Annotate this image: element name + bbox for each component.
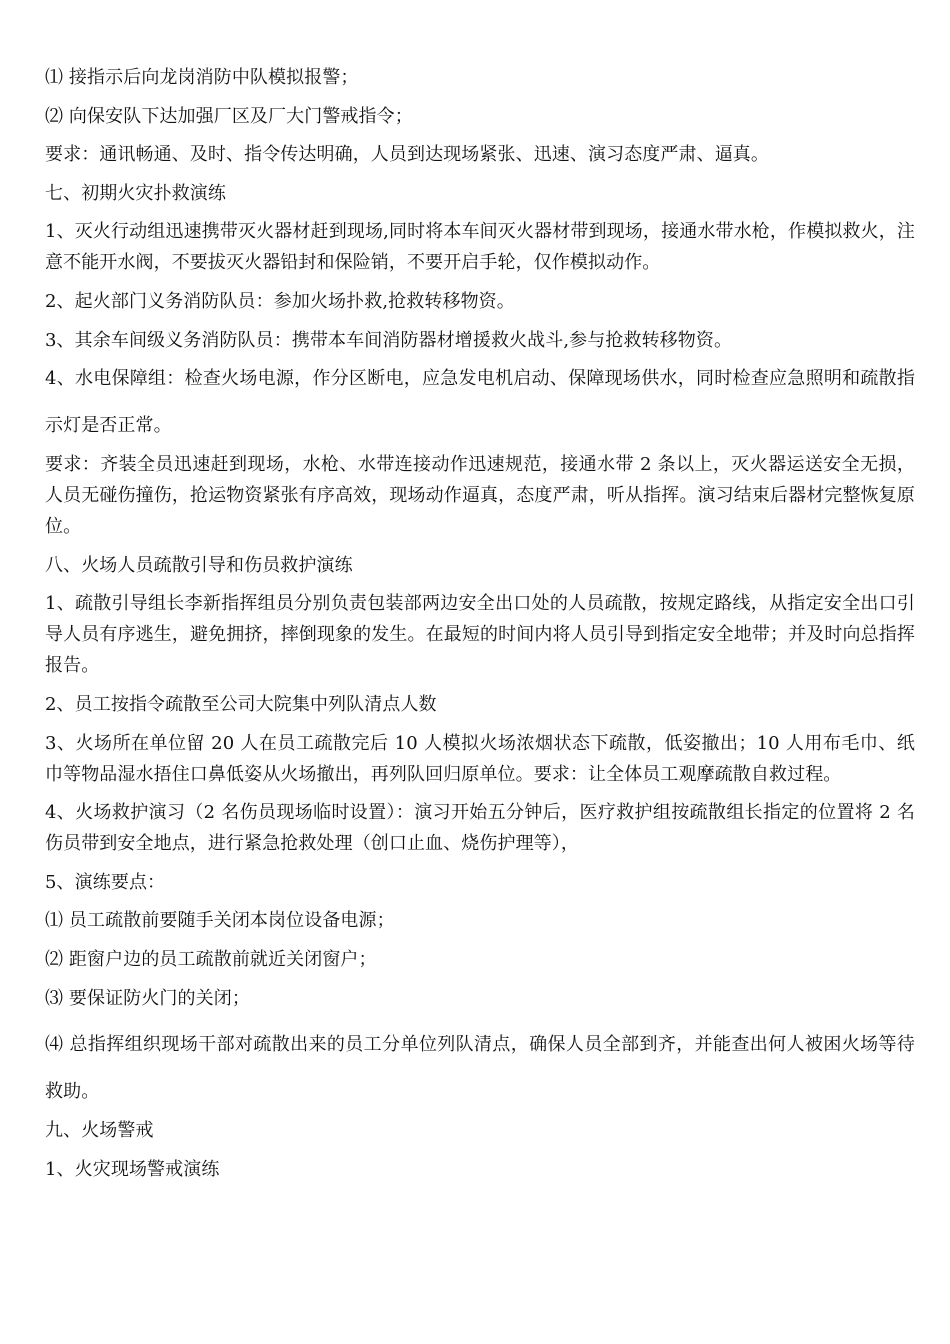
paragraph-fire-scene-cordon: 1、火灾现场警戒演练	[45, 1158, 220, 1180]
paragraph-firefighting-team: 1、灭火行动组迅速携带灭火器材赶到现场,同时将本车间灭火器材带到现场，接通水带水枪，作模拟救火，注意不能开水阀，不要拔灭火器铅封和保险销，不要开启手轮，仅作模拟动作。	[45, 221, 915, 274]
list-item-2-guard: ⑵ 向保安队下达加强厂区及厂大门警戒指令；	[45, 105, 413, 127]
key-point-3: ⑶ 要保证防火门的关闭；	[45, 987, 250, 1009]
list-item-1-report: ⑴ 接指示后向龙岗消防中队模拟报警；	[45, 67, 359, 88]
document-page	[45, 62, 915, 1192]
paragraph-rescue-drill: 4、火场救护演习（2 名伤员现场临时设置）：演习开始五分钟后，医疗救护组按疏散组长指定的位置将 2 名伤员带到安全地点，进行紧急抢救处理（创口止血、烧伤护理等），	[45, 802, 915, 855]
paragraph-other-volunteers: 3、其余车间级义务消防队员：携带本车间消防器材增援救火战斗,参与抢救转移物资。	[45, 329, 733, 351]
paragraph-assembly: 2、员工按指令疏散至公司大院集中列队清点人数	[45, 693, 437, 715]
key-point-1: ⑴ 员工疏散前要随手关闭本岗位设备电源；	[45, 910, 395, 932]
requirement-firefighting: 要求：齐装全员迅速赶到现场，水枪、水带连接动作迅速规范，接通水带 2 条以上，灭火器运送安全无损，人员无碰伤撞伤，抢运物资紧张有序高效，现场动作逼真，态度严肃，听从指挥。演习结束后器材完整恢复原位。	[45, 454, 915, 538]
paragraph-key-points: 5、演练要点：	[45, 871, 166, 893]
section-heading-8: 八、火场人员疏散引导和伤员救护演练	[45, 554, 353, 576]
paragraph-smoke-evacuation: 3、火场所在单位留 20 人在员工疏散完后 10 人模拟火场浓烟状态下疏散，低姿撤出；10 人用布毛巾、纸巾等物品湿水捂住口鼻低姿从火场撤出，再列队回归原单位。要求：让全体员工观摩疏散自救过程。	[45, 732, 915, 785]
key-point-4: ⑷ 总指挥组织现场干部对疏散出来的员工分单位列队清点，确保人员全部到齐，并能查出何人被困火场等待救助。	[45, 1034, 915, 1103]
key-point-2: ⑵ 距窗户边的员工疏散前就近关闭窗户；	[45, 948, 377, 970]
paragraph-department-volunteers: 2、起火部门义务消防队员：参加火场扑救,抢救转移物资。	[45, 290, 515, 312]
paragraph-utilities-team: 4、水电保障组：检查火场电源，作分区断电，应急发电机启动、保障现场供水，同时检查应急照明和疏散指示灯是否正常。	[45, 368, 915, 437]
requirement-communication: 要求：通讯畅通、及时、指令传达明确，人员到达现场紧张、迅速、演习态度严肃、逼真。	[45, 144, 769, 166]
section-heading-9: 九、火场警戒	[45, 1120, 154, 1142]
section-heading-7: 七、初期火灾扑救演练	[45, 182, 226, 204]
paragraph-evacuation-guide: 1、疏散引导组长李新指挥组员分别负责包装部两边安全出口处的人员疏散，按规定路线，从指定安全出口引导人员有序逃生，避免拥挤，摔倒现象的发生。在最短的时间内将人员引导到指定安全地带；并及时向总指挥报告。	[45, 593, 915, 677]
